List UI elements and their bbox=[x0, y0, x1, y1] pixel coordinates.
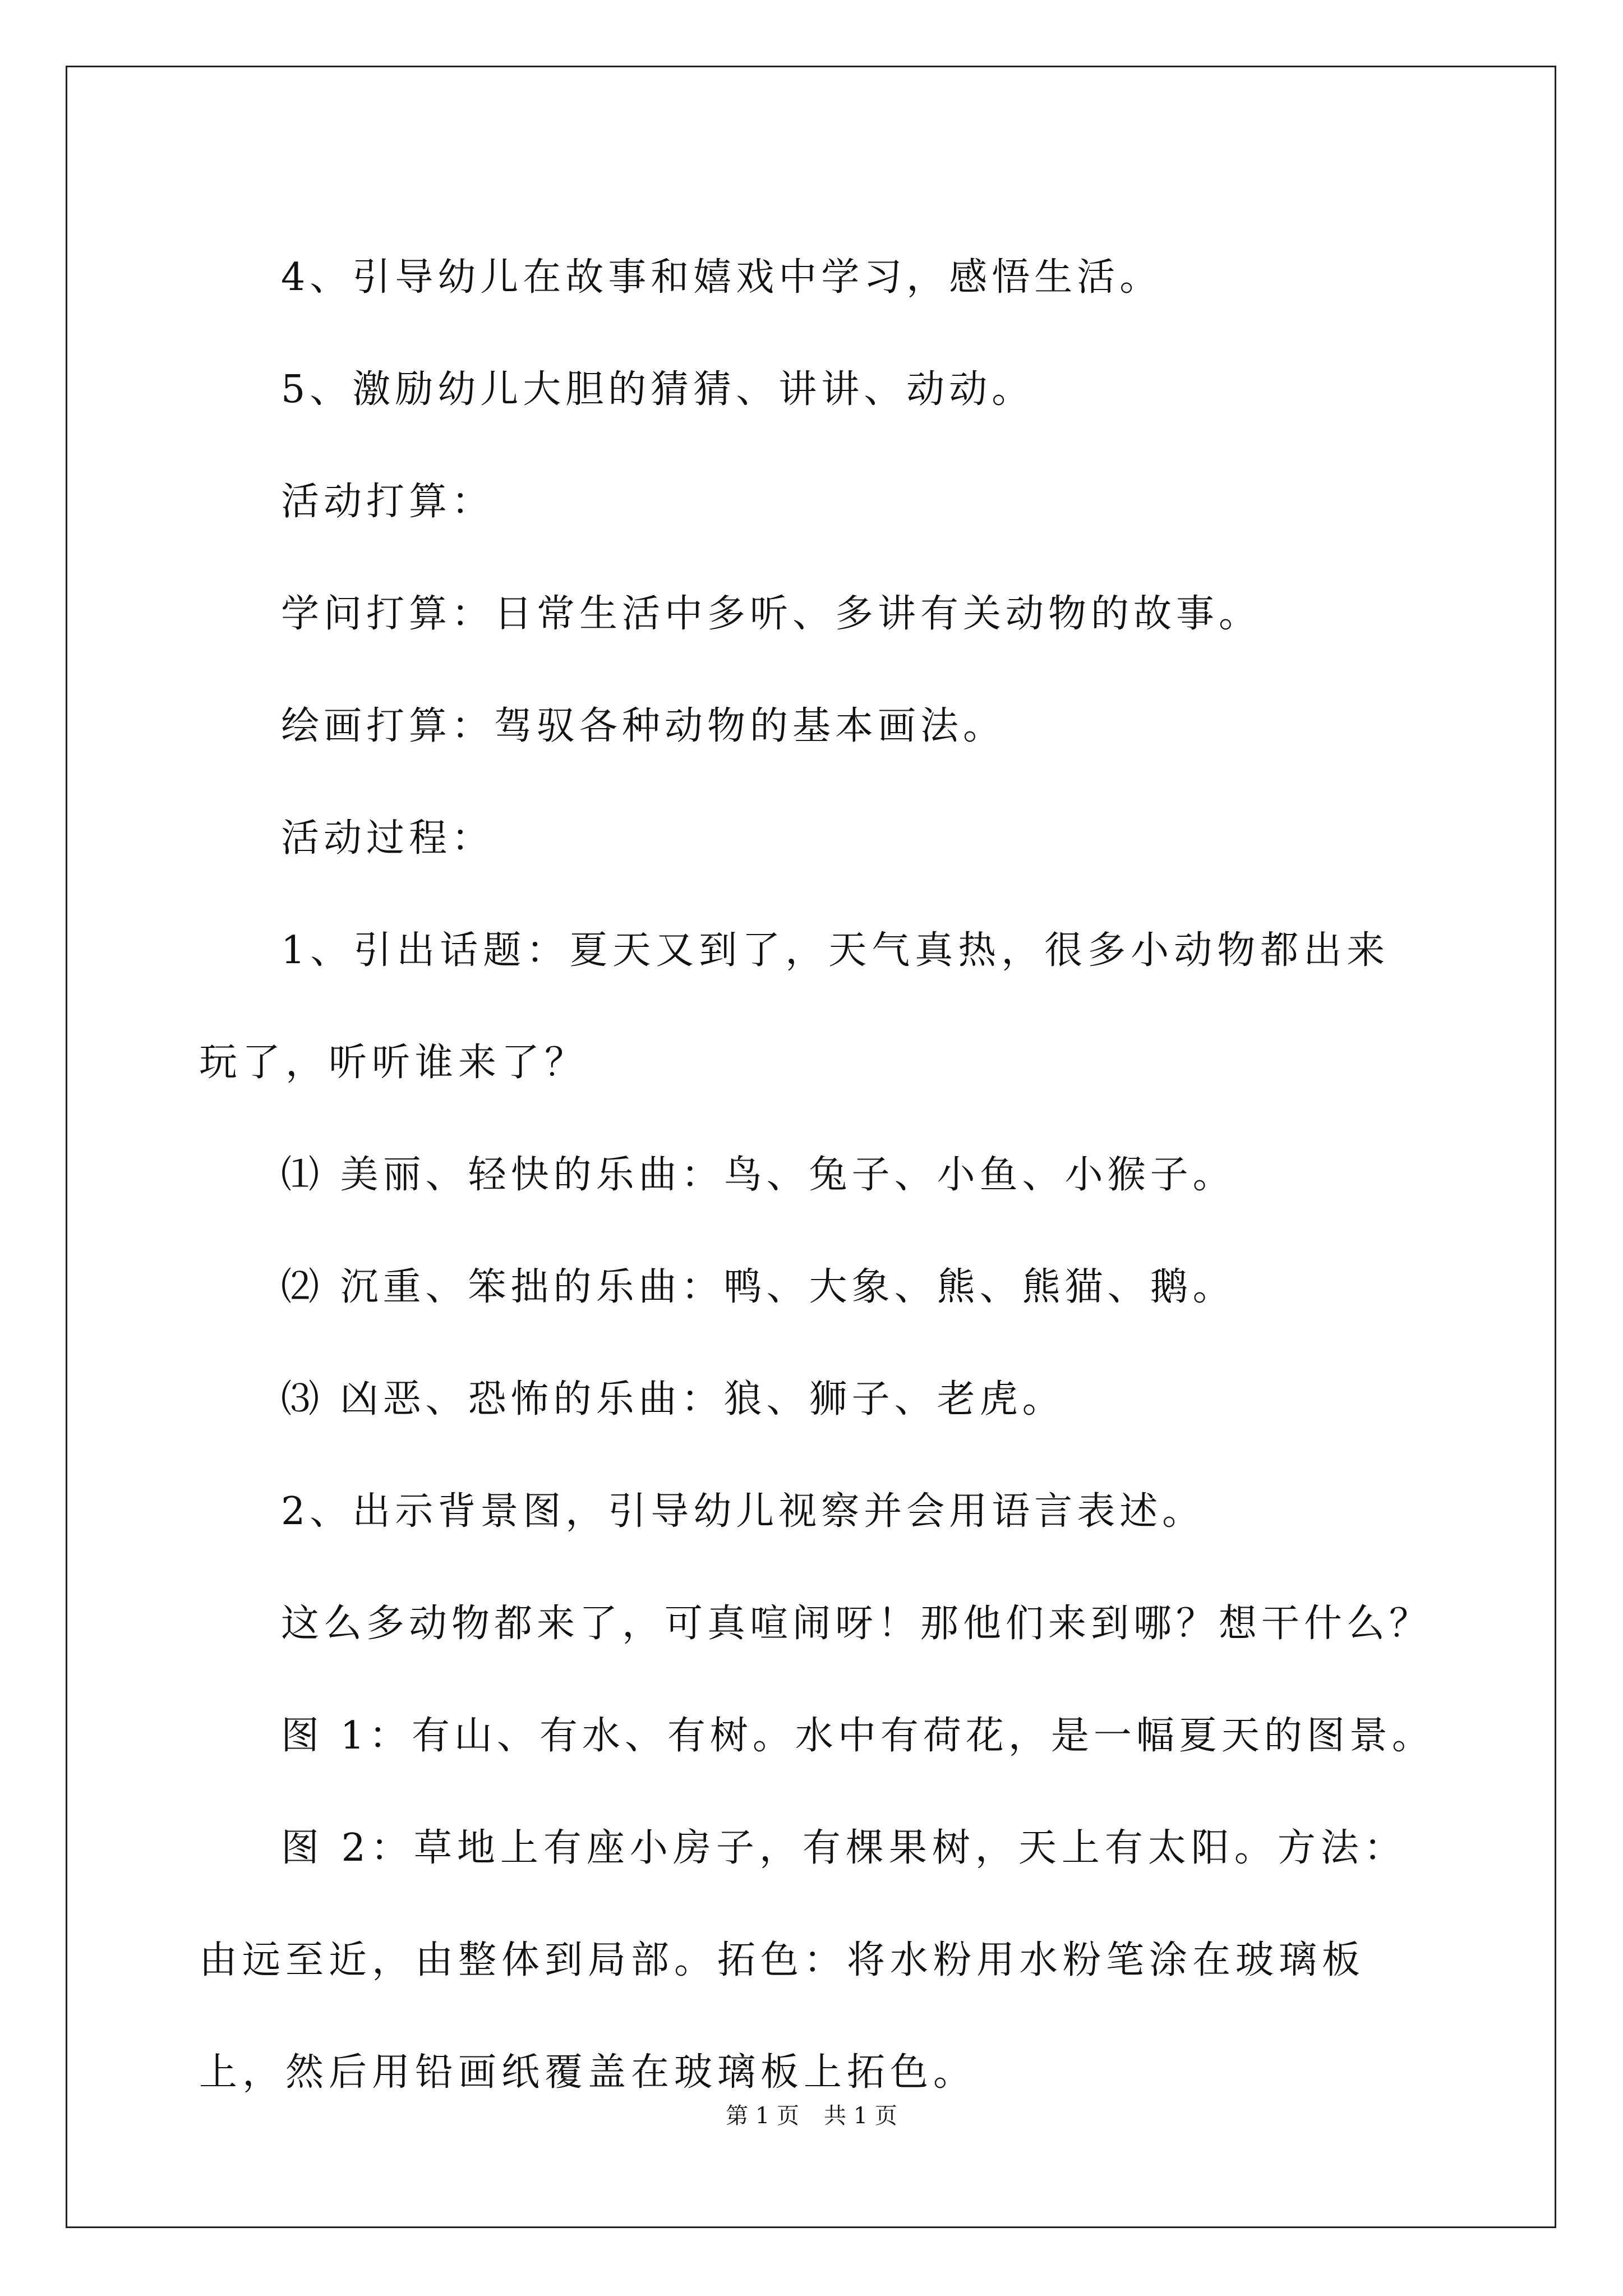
paragraph-figure-1: 图 1：有山、有水、有树。水中有荷花，是一幅夏天的图景。 bbox=[281, 1714, 1435, 1758]
document-body bbox=[199, 222, 1433, 2129]
page-number: 第 1 页 bbox=[726, 2103, 799, 2129]
list-item-music-1: ⑴ 美丽、轻快的乐曲：鸟、兔子、小鱼、小猴子。 bbox=[281, 1153, 1235, 1197]
paragraph-question: 这么多动物都来了，可真喧闹呀！那他们来到哪？想干什么？ bbox=[281, 1602, 1432, 1646]
paragraph-figure-2: 图 2：草地上有座小房子，有棵果树，天上有太阳。方法：由远至近，由整体到局部。拓色：将水粉用水粉笔涂在玻璃板上，然后用铅画纸覆盖在玻璃板上拓色。 bbox=[199, 1826, 1407, 2095]
paragraph-goal-5: 5、激励幼儿大胆的猜猜、讲讲、动动。 bbox=[281, 367, 1035, 412]
list-item-music-3: ⑶ 凶恶、恐怖的乐曲：狼、狮子、老虎。 bbox=[281, 1377, 1065, 1421]
paragraph-knowledge-preparation: 学问打算：日常生活中多听、多讲有关动物的故事。 bbox=[281, 592, 1262, 636]
page-footer bbox=[0, 2098, 1623, 2130]
list-item-music-2: ⑵ 沉重、笨拙的乐曲：鸭、大象、熊、熊猫、鹅。 bbox=[281, 1265, 1235, 1309]
paragraph-goal-4: 4、引导幼儿在故事和嬉戏中学习，感悟生活。 bbox=[281, 255, 1163, 300]
paragraph-drawing-preparation: 绘画打算：驾驭各种动物的基本画法。 bbox=[281, 704, 1006, 748]
heading-activity-process: 活动过程： bbox=[281, 816, 495, 861]
heading-activity-preparation: 活动打算： bbox=[281, 480, 495, 524]
paragraph-step-2: 2、出示背景图，引导幼儿视察并会用语言表述。 bbox=[281, 1489, 1205, 1534]
page-total: 共 1 页 bbox=[824, 2103, 897, 2129]
paragraph-step-1: 1、引出话题：夏天又到了，天气真热，很多小动物都出来玩了，听听谁来了？ bbox=[199, 928, 1390, 1085]
